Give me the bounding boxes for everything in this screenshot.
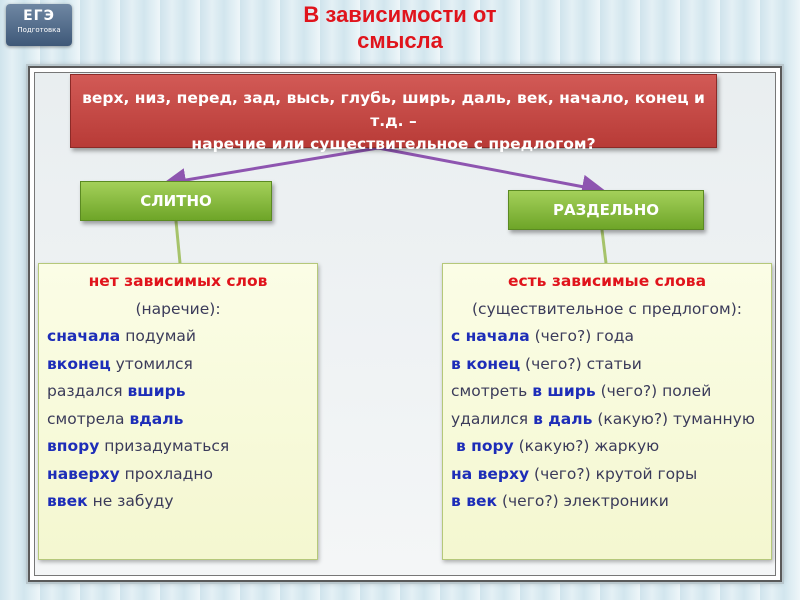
example-pre-text: раздался	[47, 382, 128, 400]
slide-title-line1: В зависимости от	[303, 2, 497, 27]
example-row	[47, 433, 317, 461]
example-row	[47, 351, 317, 379]
razdelno-button: РАЗДЕЛЬНО	[508, 190, 704, 230]
example-row	[451, 323, 771, 351]
example-text: (какую?) туманную	[592, 409, 755, 428]
question-box	[70, 74, 717, 153]
slide-title-line2: смысла	[357, 28, 443, 53]
example-text: утомился	[110, 354, 193, 373]
example-row	[47, 323, 317, 351]
example-pre-text: удалился	[451, 409, 534, 428]
right-panel-heading: есть зависимые слова	[507, 272, 707, 290]
example-pre-text: смотрела	[47, 409, 130, 428]
example-keyword: в век	[451, 492, 498, 510]
example-text: подумай	[120, 327, 196, 345]
example-text: призадуматься	[99, 437, 230, 455]
example-text: (чего?) крутой горы	[529, 464, 698, 483]
example-row	[451, 488, 771, 516]
example-keyword: в конец	[451, 354, 521, 373]
logo-main-text: ЕГЭ	[23, 8, 55, 24]
left-examples-list	[47, 323, 317, 516]
left-panel	[38, 263, 318, 560]
connector-left-panel	[176, 221, 180, 263]
example-row	[451, 461, 771, 489]
example-text: (какую?) жаркую	[513, 437, 660, 455]
example-keyword: вдаль	[129, 409, 184, 428]
example-keyword: вконец	[47, 354, 111, 373]
example-row	[47, 488, 317, 516]
example-row	[47, 406, 317, 434]
slitno-button: СЛИТНО	[80, 181, 272, 221]
right-panel	[442, 263, 772, 560]
example-text: не забуду	[87, 492, 174, 510]
example-keyword: в даль	[533, 409, 593, 428]
example-row	[47, 461, 317, 489]
example-row	[451, 351, 771, 379]
example-text: (чего?) года	[529, 327, 635, 345]
right-panel-subheading: (существительное с предлогом):	[472, 299, 742, 318]
example-text: (чего?) полей	[595, 382, 712, 400]
example-row	[451, 406, 771, 434]
connector-right-panel	[602, 230, 606, 263]
right-examples-list	[451, 323, 771, 516]
example-keyword: наверху	[47, 464, 120, 483]
example-text: прохладно	[119, 464, 213, 483]
example-text: (чего?) электроники	[497, 492, 669, 510]
logo-sub-text: Подготовка	[17, 26, 61, 34]
left-panel-subheading: (наречие):	[135, 299, 221, 318]
example-keyword: с начала	[451, 327, 530, 345]
example-text: (чего?) статьи	[520, 354, 642, 373]
example-keyword: вширь	[127, 382, 186, 400]
question-line2: наречие или существительное с предлогом?	[191, 135, 596, 153]
example-keyword: сначала	[47, 327, 121, 345]
example-keyword: ввек	[47, 492, 88, 510]
left-panel-heading: нет зависимых слов	[88, 272, 268, 290]
example-pre-text: смотреть	[451, 382, 533, 400]
example-row	[451, 378, 771, 406]
example-keyword: впору	[47, 437, 100, 455]
example-keyword: в пору	[455, 437, 514, 455]
example-row	[47, 378, 317, 406]
question-line1: верх, низ, перед, зад, высь, глубь, ширь, даль, век, начало, конец и т.д. –	[82, 89, 705, 130]
example-keyword: в ширь	[532, 382, 596, 400]
example-row	[451, 433, 771, 461]
example-keyword: на верху	[451, 464, 530, 483]
